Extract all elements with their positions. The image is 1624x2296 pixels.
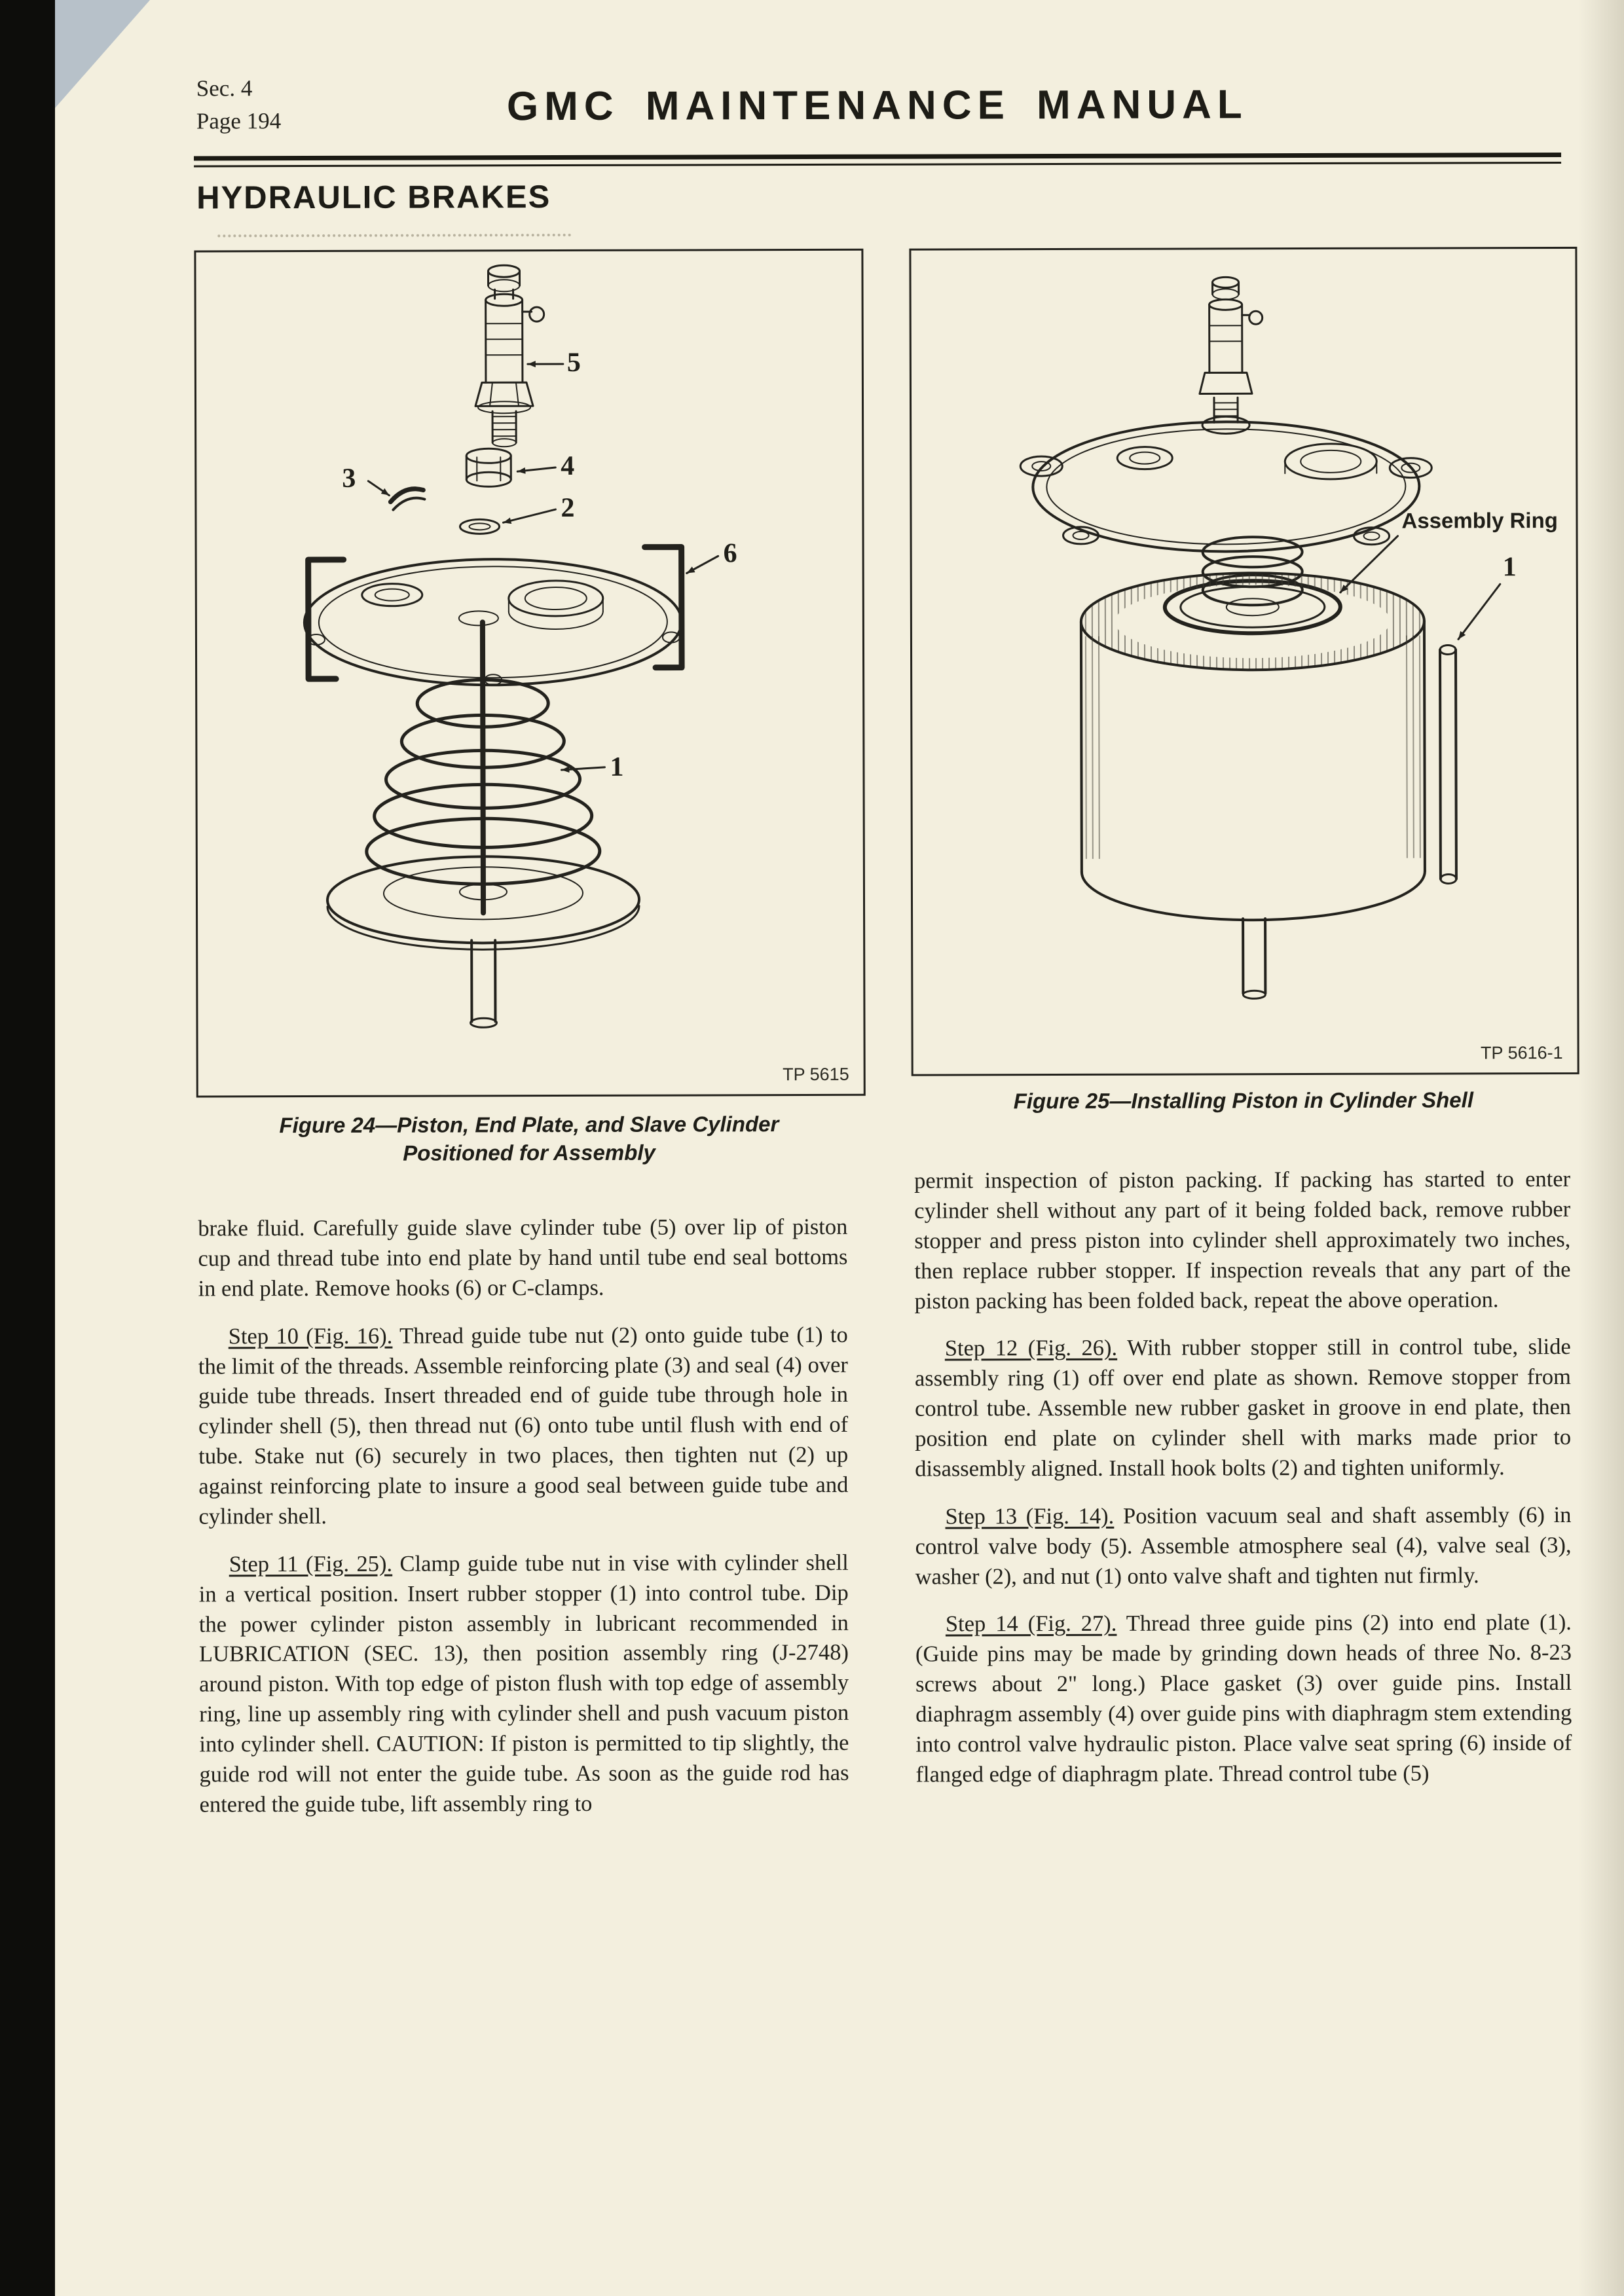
step-13-heading: Step 13 (Fig. 14). [945, 1503, 1115, 1529]
slave-cylinder-valve-drawing [475, 265, 544, 446]
scan-dotted-artifact [217, 234, 571, 237]
callout-1: 1 [610, 752, 624, 782]
control-tube-drawing [1440, 645, 1456, 883]
control-valve-drawing [1200, 277, 1263, 433]
text-column-right [914, 1165, 1572, 1808]
manual-title: GMC MAINTENANCE MANUAL [506, 82, 1248, 130]
figure-25-drawing [911, 249, 1577, 1074]
header-rule [194, 153, 1561, 167]
step-12-heading: Step 12 (Fig. 26). [944, 1336, 1118, 1361]
callout-4: 4 [561, 450, 575, 482]
figure-24-drawing [196, 251, 863, 1096]
callout-3: 3 [342, 463, 356, 494]
end-plate-drawing-25 [1020, 422, 1432, 553]
step-11-heading: Step 11 (Fig. 25). [229, 1551, 393, 1577]
text-column-left [198, 1212, 849, 1838]
step-13-body: Position vacuum seal and shaft assembly (6) in control valve body (5). Assemble atmosphere seal (4), valve seal (3), washer (2), and nut (1) onto valve shaft and tighten nut firmly. [915, 1502, 1572, 1590]
tube-nut-drawing [466, 448, 511, 486]
page-number: Page 194 [196, 107, 282, 134]
section-number: Sec. 4 [196, 75, 253, 101]
step-14-body: Thread three guide pins (2) into end plate (1). (Guide pins may be made by grinding down heads of three No. 8-23 screws about 2" long.) Place gasket (3) over guide pins. Install diaphragm assembly (4) over guide pins with diaphragm stem extending into control valve hydraulic piston. Place valve seat spring (6) inside of flanged edge of diaphragm plate. Thread control tube (5) [915, 1610, 1572, 1787]
assembly-ring-label: Assembly Ring [1401, 508, 1558, 533]
figure-24-caption [196, 1110, 862, 1168]
step-12-body: With rubber stopper still in control tube, slide assembly ring (1) off over end plate as shown. Remove stopper from control tube. Assemble new rubber gasket in groove in end plate, then position end plate on cylinder shell with marks made prior to disassembly aligned. Install hook bolts (2) and tighten uniformly. [914, 1334, 1572, 1482]
figure-25 [909, 247, 1579, 1076]
callout-1-fig25: 1 [1502, 552, 1517, 583]
paragraph-text: permit inspection of piston packing. If packing has started to enter cylinder shell without any part of it being folded back, remove rubber stopper and press piston into cylinder shell approximately two inches, then replace rubber stopper. If inspection reveals that any part of the piston packing has been folded back, repeat the above operation. [914, 1166, 1571, 1314]
paragraph-step-12 [915, 1332, 1572, 1484]
end-plate-drawing [304, 559, 682, 686]
paragraph-step-11 [199, 1548, 849, 1820]
paragraph-continuation-right [914, 1165, 1571, 1317]
paragraph-step-10 [198, 1320, 849, 1532]
paragraph-step-13 [915, 1501, 1571, 1592]
figure-24-caption-line1: Figure 24—Piston, End Plate, and Slave Cylinder [279, 1112, 779, 1138]
figure-24 [194, 249, 865, 1098]
paragraph-text: brake fluid. Carefully guide slave cylinder tube (5) over lip of piston cup and thread tube into end plate by hand until tube end seal bottoms in end plate. Remove hooks (6) or C-clamps. [198, 1214, 848, 1302]
figure-25-caption: Figure 25—Installing Piston in Cylinder Shell [1013, 1087, 1473, 1114]
figure-24-caption-line2: Positioned for Assembly [403, 1140, 655, 1165]
step-10-body: Thread guide tube nut (2) onto guide tube (1) to the limit of the threads. Assemble reinforcing plate (3) and seal (4) over guide tube threads. Insert threaded end of guide tube through hole in cylinder shell (5), then thread nut (6) onto tube until flush with end of tube. Stake nut (6) securely in two places, then tighten nut (2) up against reinforcing plate to insure a good seal between guide tube and cylinder shell. [198, 1322, 849, 1529]
chapter-title: HYDRAULIC BRAKES [196, 179, 551, 216]
callout-6: 6 [723, 538, 737, 569]
step-14-heading: Step 14 (Fig. 27). [945, 1611, 1117, 1637]
callout-5: 5 [566, 347, 581, 378]
paragraph-step-14 [915, 1608, 1572, 1790]
hook-left-drawing [308, 560, 344, 679]
step-10-heading: Step 10 (Fig. 16). [228, 1323, 393, 1349]
figure-25-plate-id: TP 5616-1 [1480, 1042, 1563, 1063]
cylinder-shell-drawing [1081, 573, 1426, 999]
figure-24-plate-id: TP 5615 [783, 1064, 849, 1085]
callout-2: 2 [561, 492, 575, 524]
guide-tube-ring-drawing [460, 519, 499, 534]
step-11-body: Clamp guide tube nut in vise with cylinder shell in a vertical position. Insert rubber stopper (1) into control tube. Dip the power cylinder piston assembly in lubricant recommended in LUBRICATION (SEC. 13), then position assembly ring (J-2748) around piston. With top edge of piston flush with top edge of assembly ring, line up assembly ring with cylinder shell and push vacuum piston into cylinder shell. CAUTION: If piston is permitted to tip slightly, the guide rod will not enter the guide tube. As soon as the guide rod has entered the guide tube, lift assembly ring to [198, 1550, 849, 1817]
paragraph-continuation-left [198, 1212, 847, 1304]
seal-clip-drawing [390, 489, 424, 510]
